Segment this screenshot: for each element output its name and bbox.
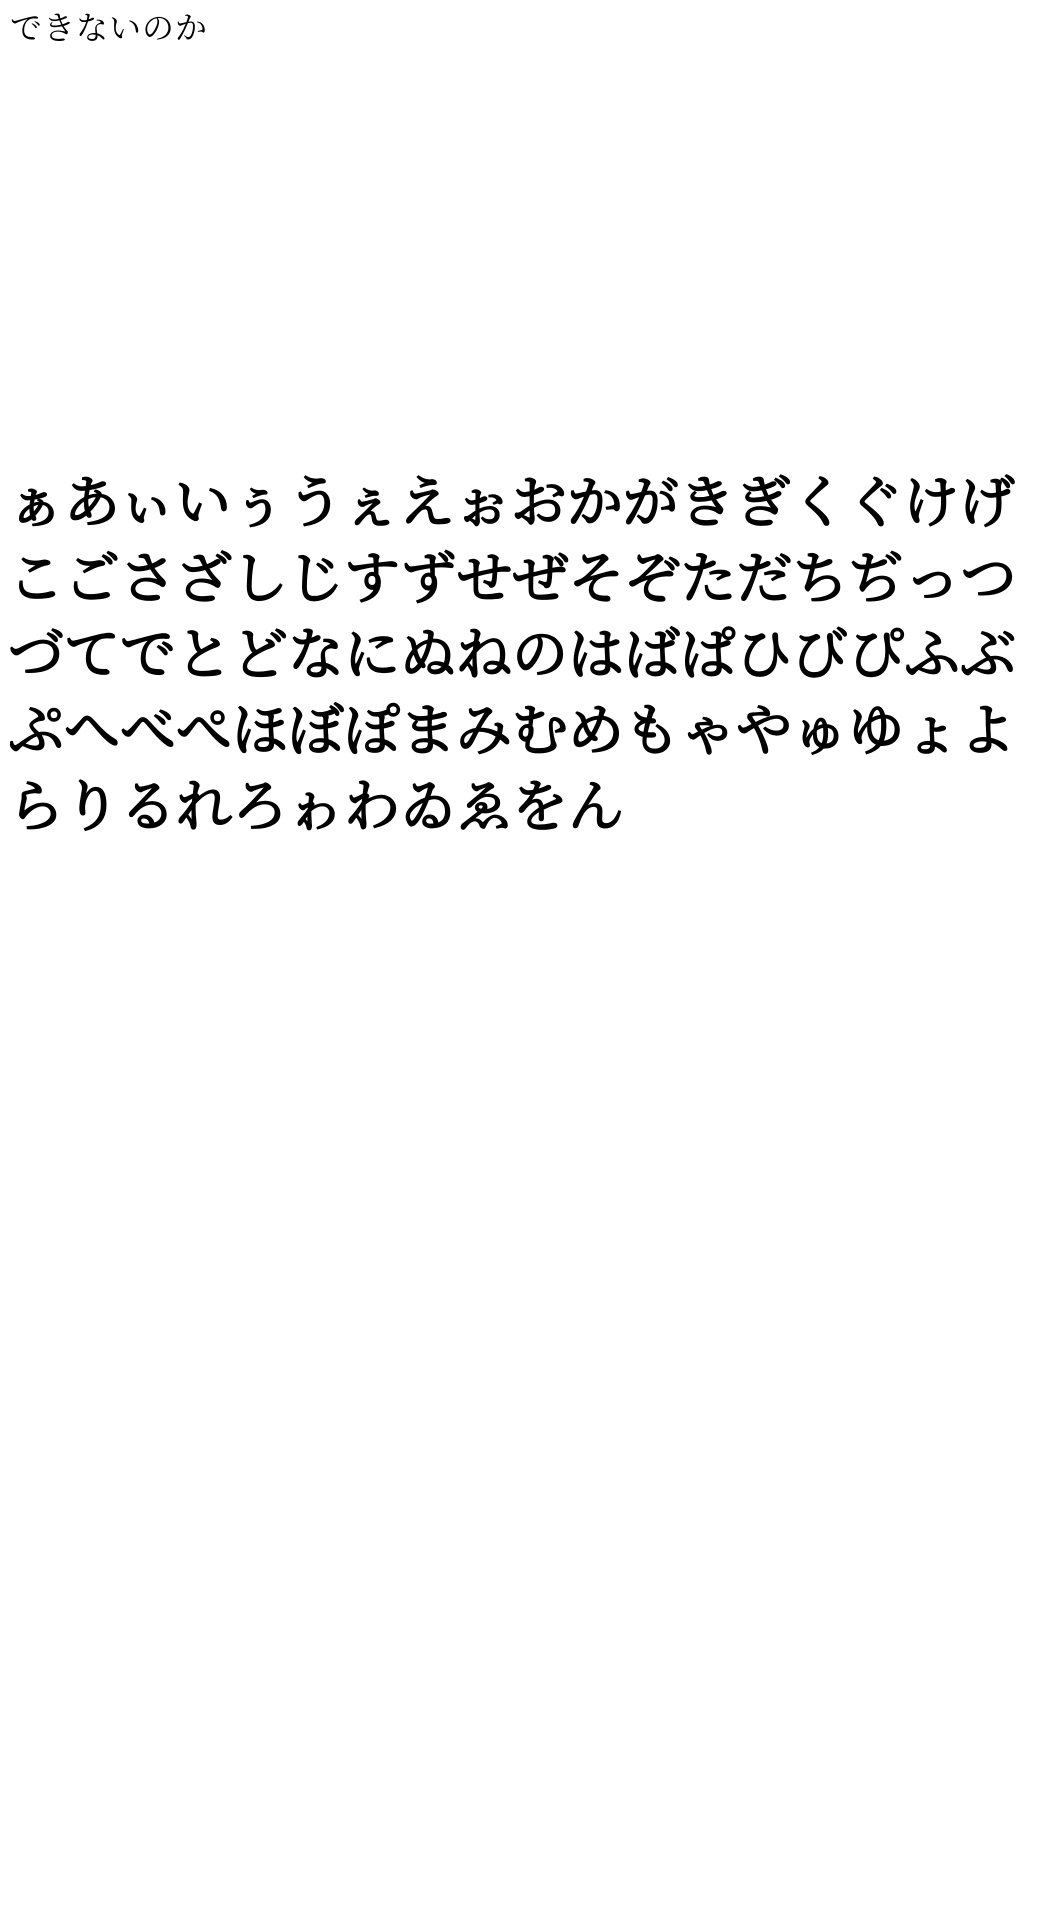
page-heading: できないのか (10, 9, 209, 47)
font-sample-text: ぁあぃいぅうぇえぉおかがきぎくぐけげこごさざしじすずせぜそぞただちぢっつづてでとどなにぬねのはばぱひびぴふぶぷへべぺほぼぽまみむめもゃやゅゆょよらりるれろゎわゐゑをん (8, 471, 1017, 840)
